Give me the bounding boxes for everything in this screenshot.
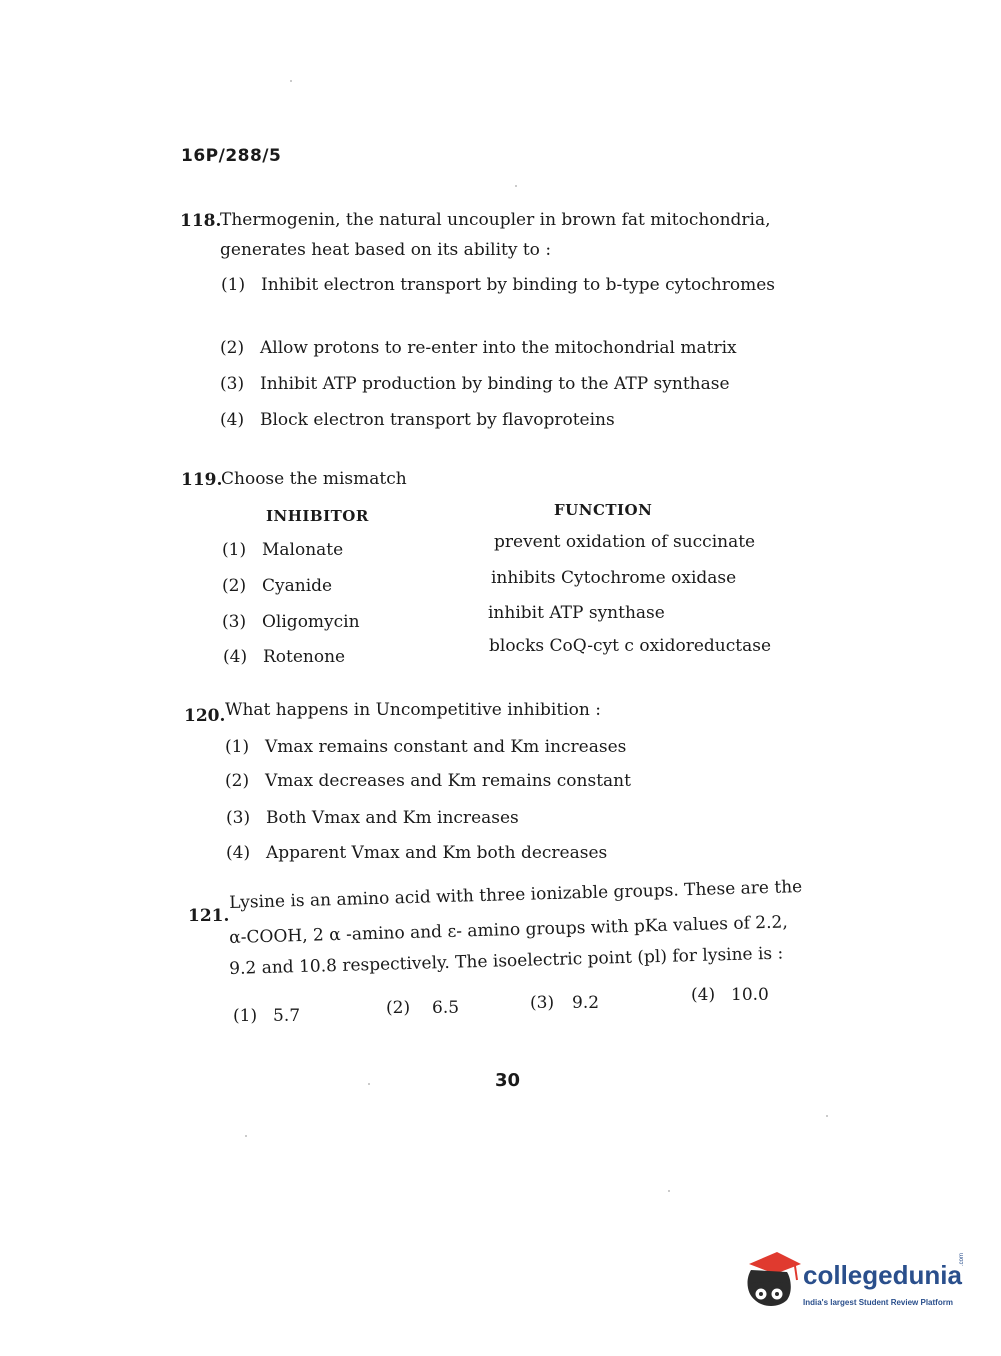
- option-text: 10.0: [731, 985, 769, 1005]
- column-header-inhibitor: INHIBITOR: [266, 507, 369, 525]
- option-number: (2): [225, 771, 250, 791]
- question-120-number: 120.: [184, 706, 226, 726]
- option-text: Block electron transport by flavoproteins: [260, 410, 615, 430]
- question-121-number: 121.: [188, 906, 230, 926]
- option-text: Apparent Vmax and Km both decreases: [266, 843, 608, 863]
- q121-option-4: [691, 985, 769, 1005]
- option-number: (4): [220, 410, 245, 430]
- q120-option-4: [226, 843, 607, 863]
- scan-speck: [245, 1135, 247, 1137]
- q119-row-3-function: inhibit ATP synthase: [488, 603, 665, 623]
- q119-row-3-inhibitor: [222, 612, 360, 632]
- option-number: (2): [220, 338, 245, 358]
- q120-option-1: [225, 737, 626, 757]
- question-119-number: 119.: [181, 470, 223, 490]
- brand-dotcom: .com: [959, 1252, 965, 1266]
- question-121-line-2: α-COOH, 2 α -amino and ε- amino groups with pKa values of 2.2,: [229, 912, 788, 948]
- question-118-line-2: generates heat based on its ability to :: [220, 240, 552, 260]
- option-number: (4): [226, 843, 251, 863]
- question-118-number: 118.: [180, 211, 222, 231]
- option-text: 9.2: [572, 993, 600, 1013]
- option-text: 5.7: [273, 1006, 301, 1026]
- option-number: (1): [225, 737, 250, 757]
- q119-row-2-inhibitor: [222, 576, 332, 596]
- option-text: Inhibit electron transport by binding to b-type cytochromes: [261, 275, 775, 295]
- question-118-line-1: Thermogenin, the natural uncoupler in brown fat mitochondria,: [220, 210, 771, 230]
- option-text: Both Vmax and Km increases: [266, 808, 519, 828]
- q121-option-3: [530, 993, 599, 1013]
- collegedunia-watermark: [743, 1250, 973, 1320]
- q118-option-3: [220, 374, 730, 394]
- option-number: (3): [530, 993, 555, 1013]
- option-number: (2): [222, 576, 247, 596]
- option-number: (4): [691, 985, 716, 1005]
- q119-row-4-inhibitor: [223, 647, 345, 667]
- option-text: Vmax decreases and Km remains constant: [265, 771, 631, 791]
- column-header-function: FUNCTION: [554, 501, 653, 519]
- question-119-line-1: Choose the mismatch: [221, 469, 407, 489]
- option-number: (1): [222, 540, 247, 560]
- q119-row-1-inhibitor: [222, 540, 343, 560]
- option-number: (1): [233, 1006, 258, 1026]
- inhibitor-name: Rotenone: [263, 647, 346, 667]
- scan-speck: [826, 1115, 828, 1117]
- q118-option-2: [220, 338, 737, 358]
- inhibitor-name: Oligomycin: [262, 612, 360, 632]
- option-number: (4): [223, 647, 248, 667]
- q119-row-2-function: inhibits Cytochrome oxidase: [491, 568, 737, 588]
- page-number: 30: [495, 1070, 521, 1091]
- brand-name: collegedunia: [803, 1260, 962, 1290]
- question-121-line-1: Lysine is an amino acid with three ionizable groups. These are the: [229, 876, 803, 913]
- q118-option-4: [220, 410, 615, 430]
- question-120-line-1: What happens in Uncompetitive inhibition :: [225, 700, 601, 720]
- option-number: (3): [226, 808, 251, 828]
- question-121-line-3: 9.2 and 10.8 respectively. The isoelectric point (pl) for lysine is :: [229, 943, 784, 979]
- q121-option-2: [386, 998, 459, 1018]
- q120-option-2: [225, 771, 631, 791]
- inhibitor-name: Malonate: [262, 540, 344, 560]
- scan-speck: [668, 1190, 670, 1192]
- option-number: (3): [222, 612, 247, 632]
- scan-speck: [290, 80, 292, 82]
- option-number: (2): [386, 998, 411, 1018]
- inhibitor-name: Cyanide: [262, 576, 333, 596]
- scan-speck: [368, 1083, 370, 1085]
- option-text: Allow protons to re-enter into the mitochondrial matrix: [260, 338, 737, 358]
- q120-option-3: [226, 808, 519, 828]
- option-text: Vmax remains constant and Km increases: [265, 737, 627, 757]
- option-text: 6.5: [432, 998, 460, 1018]
- option-number: (3): [220, 374, 245, 394]
- brand-tagline: India's largest Student Review Platform: [803, 1298, 953, 1307]
- collegedunia-mascot-icon: [743, 1250, 803, 1314]
- paper-code: 16P/288/5: [181, 146, 282, 166]
- q119-row-1-function: prevent oxidation of succinate: [494, 532, 756, 552]
- q119-row-4-function: blocks CoQ-cyt c oxidoreductase: [489, 636, 772, 656]
- option-text: Inhibit ATP production by binding to the ATP synthase: [260, 374, 730, 394]
- q118-option-1: [221, 275, 775, 295]
- scan-speck: [515, 185, 517, 187]
- option-number: (1): [221, 275, 246, 295]
- q121-option-1: [233, 1006, 300, 1026]
